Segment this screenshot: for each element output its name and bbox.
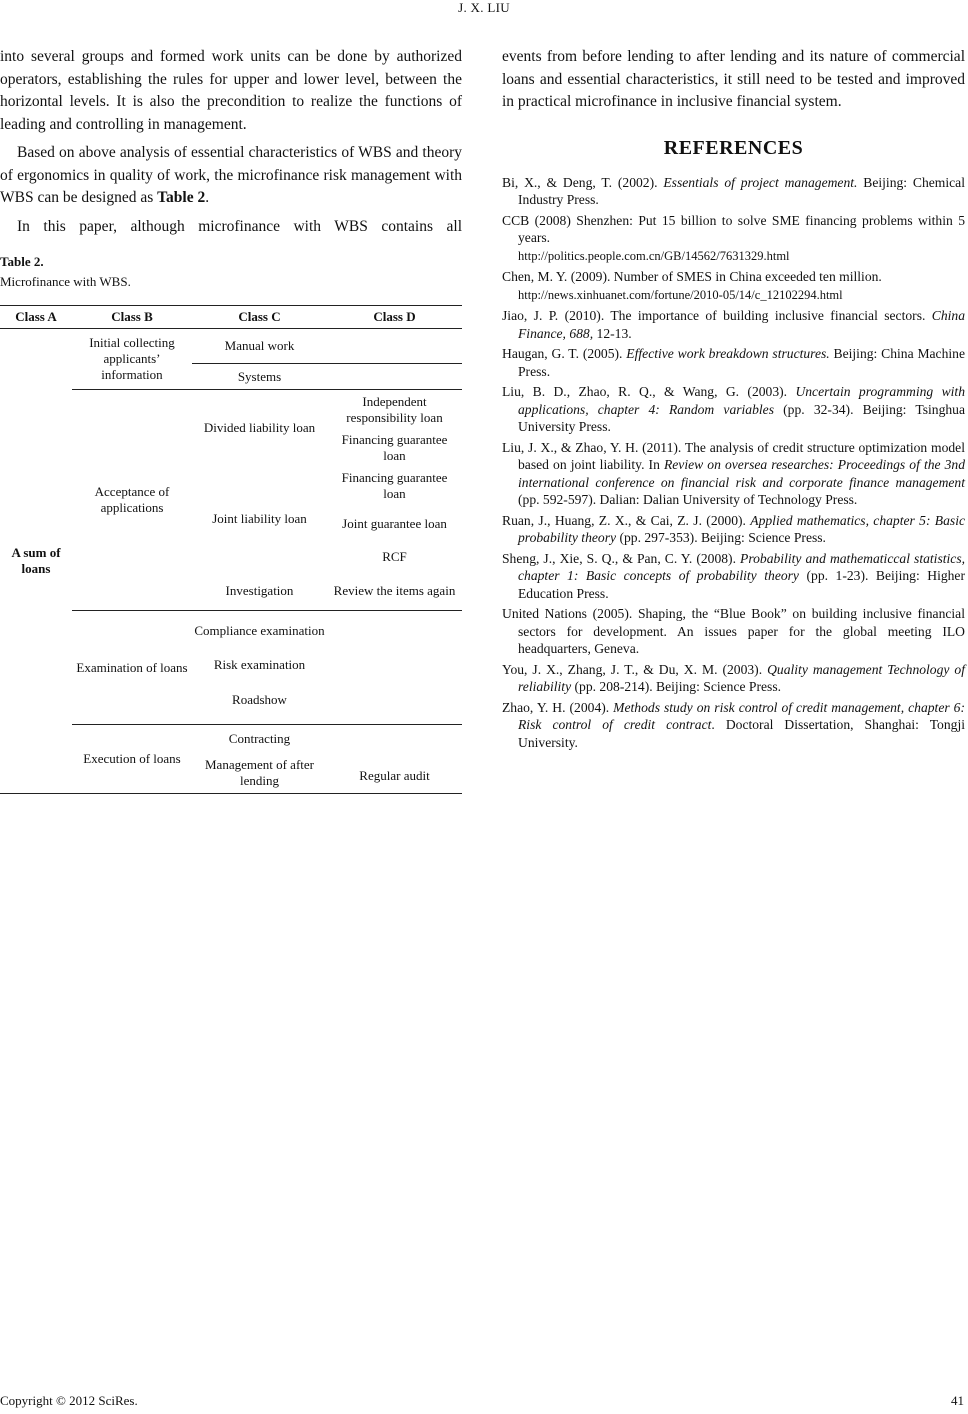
reference-text: (pp. 592-597). Dalian: Dalian University of Technology Press. bbox=[518, 492, 858, 507]
reference-text: Bi, X., & Deng, T. (2002). bbox=[502, 174, 664, 190]
reference-text: (pp. 32-34). Beijing: Tsinghua University Press. bbox=[518, 401, 965, 434]
reference-title: Review on oversea researches: Proceedings of the 3nd international conference on financial risk and corporate finance management bbox=[518, 457, 966, 490]
class-c-cell: Management of after lending bbox=[192, 752, 327, 794]
references-heading: REFERENCES bbox=[663, 136, 804, 159]
class-c-cell: Manual work bbox=[224, 338, 295, 353]
class-c-cell: Investigation bbox=[225, 583, 294, 598]
reference-title: Applied mathematics, chapter 5: Basic probability theory bbox=[518, 512, 966, 545]
body-paragraph: into several groups and formed work units can be done by authorized operators, establishing the rules for upper and lower level, between the horizontal levels. It is also the precondition to realize the functions of leading and controlling in management. bbox=[0, 48, 462, 133]
reference-text: (pp. 297-353). Beijing: Science Press. bbox=[616, 530, 826, 545]
class-b-cell: Initial collecting applicants’ information bbox=[89, 335, 175, 382]
class-c-cell: Joint liability loan bbox=[212, 511, 307, 526]
reference-entry bbox=[502, 174, 965, 209]
page-number: 41 bbox=[951, 1393, 964, 1408]
reference-title: Uncertain programming with applications, chapter 4: Random variables bbox=[518, 384, 965, 417]
class-d-cell bbox=[327, 680, 462, 720]
reference-text: Jiao, J. P. (2010). The importance of building inclusive financial sectors. bbox=[502, 308, 932, 323]
class-d-cell: Financing guarantee loan bbox=[341, 432, 448, 463]
reference-entry bbox=[502, 439, 965, 509]
class-d-cell: Independent responsibility loan bbox=[327, 389, 462, 430]
column-header: Class D bbox=[327, 305, 462, 329]
reference-text: 12-13. bbox=[593, 325, 632, 341]
wbs-table bbox=[0, 305, 462, 794]
reference-title: Effective work breakdown structures. bbox=[626, 346, 830, 361]
reference-text: . Doctoral Dissertation, Shanghai: Tongji University. bbox=[518, 717, 965, 750]
table-reference: Table 2 bbox=[157, 189, 206, 206]
class-c-cell: Contracting bbox=[192, 724, 327, 752]
reference-entry bbox=[502, 699, 965, 752]
left-column bbox=[0, 46, 462, 794]
reference-entry bbox=[502, 383, 965, 436]
body-paragraph: In this paper, although microfinance with WBS contains all bbox=[17, 217, 462, 235]
running-head: J. X. LIU bbox=[458, 0, 510, 15]
reference-list bbox=[502, 174, 965, 752]
right-column bbox=[502, 46, 965, 754]
class-d-cell bbox=[327, 363, 462, 389]
reference-text: Zhao, Y. H. (2004). bbox=[502, 699, 614, 715]
class-b-cell: Examination of loans bbox=[72, 610, 192, 724]
column-header: Class B bbox=[72, 305, 192, 329]
table-number: Table 2. bbox=[0, 254, 44, 269]
reference-url[interactable]: http://politics.people.com.cn/GB/14562/7631329.html bbox=[518, 248, 790, 263]
reference-entry bbox=[502, 661, 965, 696]
reference-text: CCB (2008) Shenzhen: Put 15 billion to solve SME financing problems within 5 years. bbox=[502, 212, 965, 245]
class-b-cell: Execution of loans bbox=[72, 724, 192, 794]
reference-title: China Finance, 688, bbox=[518, 308, 965, 341]
reference-text: Sheng, J., Xie, S. Q., & Pan, C. Y. (2008). bbox=[502, 550, 741, 566]
column-header: Class C bbox=[192, 305, 327, 329]
reference-entry bbox=[502, 268, 965, 304]
reference-entry bbox=[502, 345, 965, 380]
reference-text: Ruan, J., Huang, Z. X., & Cai, Z. J. (2000). bbox=[502, 512, 751, 528]
table-title: Microfinance with WBS. bbox=[0, 274, 131, 289]
class-d-cell: Review the items again bbox=[333, 583, 456, 598]
class-c-cell: Systems bbox=[192, 363, 327, 389]
class-c-cell: Compliance examination bbox=[192, 610, 327, 650]
table-caption bbox=[0, 252, 462, 292]
body-paragraph: events from before lending to after lending and its nature of commercial loans and essential characteristics, it still need to be tested and improved in practical microfinance in inclusive financial system. bbox=[502, 48, 965, 110]
reference-text: Liu, J. X., & Zhao, Y. H. (2011). The analysis of credit structure optimization model based on joint liability. In bbox=[502, 439, 965, 472]
reference-title: Essentials of project management. bbox=[663, 174, 858, 190]
reference-entry bbox=[502, 212, 965, 266]
reference-text: Chen, M. Y. (2009). Number of SMES in China exceeded ten million. bbox=[502, 269, 882, 284]
reference-entry bbox=[502, 605, 965, 658]
reference-entry bbox=[502, 307, 965, 342]
reference-title: Quality management Technology of reliability bbox=[518, 661, 965, 694]
reference-entry bbox=[502, 512, 965, 547]
reference-text: Liu, B. D., Zhao, R. Q., & Wang, G. (2003). bbox=[502, 384, 796, 399]
reference-text: Haugan, G. T. (2005). bbox=[502, 346, 627, 361]
class-d-cell: Financing guarantee loan bbox=[341, 470, 448, 501]
reference-text: (pp. 208-214). Beijing: Science Press. bbox=[571, 679, 782, 694]
class-d-cell bbox=[327, 650, 462, 680]
table-header-row bbox=[0, 305, 462, 329]
copyright-notice: Copyright © 2012 SciRes. bbox=[0, 1393, 138, 1408]
column-header: Class A bbox=[0, 305, 72, 329]
reference-url[interactable]: http://news.xinhuanet.com/fortune/2010-05/14/c_12102294.html bbox=[518, 287, 843, 302]
class-b-cell: Acceptance of applications bbox=[72, 389, 192, 610]
reference-text: You, J. X., Zhang, J. T., & Du, X. M. (2003). bbox=[502, 661, 768, 677]
class-d-cell: Joint guarantee loan bbox=[342, 516, 447, 531]
table-row bbox=[0, 329, 462, 363]
reference-text: Beijing: Chemical Industry Press. bbox=[518, 174, 965, 207]
class-c-cell: Roadshow bbox=[232, 692, 287, 707]
class-c-cell: Divided liability loan bbox=[192, 389, 327, 466]
paragraph-text: Based on above analysis of essential characteristics of WBS and theory of ergonomics in quality of work, the microfinance risk management with WBS can be designed as bbox=[0, 144, 462, 206]
reference-text: (pp. 1-23). Beijing: Higher Education Press. bbox=[518, 568, 965, 601]
class-d-cell bbox=[327, 610, 462, 650]
class-d-cell: Regular audit bbox=[327, 752, 462, 794]
reference-text: United Nations (2005). Shaping, the “Blue Book” on building inclusive financial sectors for development. An issues paper for the global meeting ILO headquarters, Geneva. bbox=[502, 606, 965, 656]
class-d-cell bbox=[327, 329, 462, 363]
class-a-cell: A sum of loans bbox=[0, 329, 72, 794]
class-d-cell bbox=[327, 724, 462, 752]
reference-text: Beijing: China Machine Press. bbox=[518, 346, 965, 379]
paragraph-text: . bbox=[205, 189, 210, 206]
class-c-cell: Risk examination bbox=[213, 657, 306, 672]
reference-title: Probability and mathematiccal statistics, chapter 1: Basic concepts of probability theory bbox=[518, 550, 966, 583]
body-paragraph bbox=[0, 142, 462, 210]
reference-entry bbox=[502, 550, 965, 603]
reference-title: Methods study on risk control of credit management, chapter 6: Risk control of credit contract bbox=[518, 699, 965, 732]
class-d-cell: RCF bbox=[382, 549, 407, 564]
